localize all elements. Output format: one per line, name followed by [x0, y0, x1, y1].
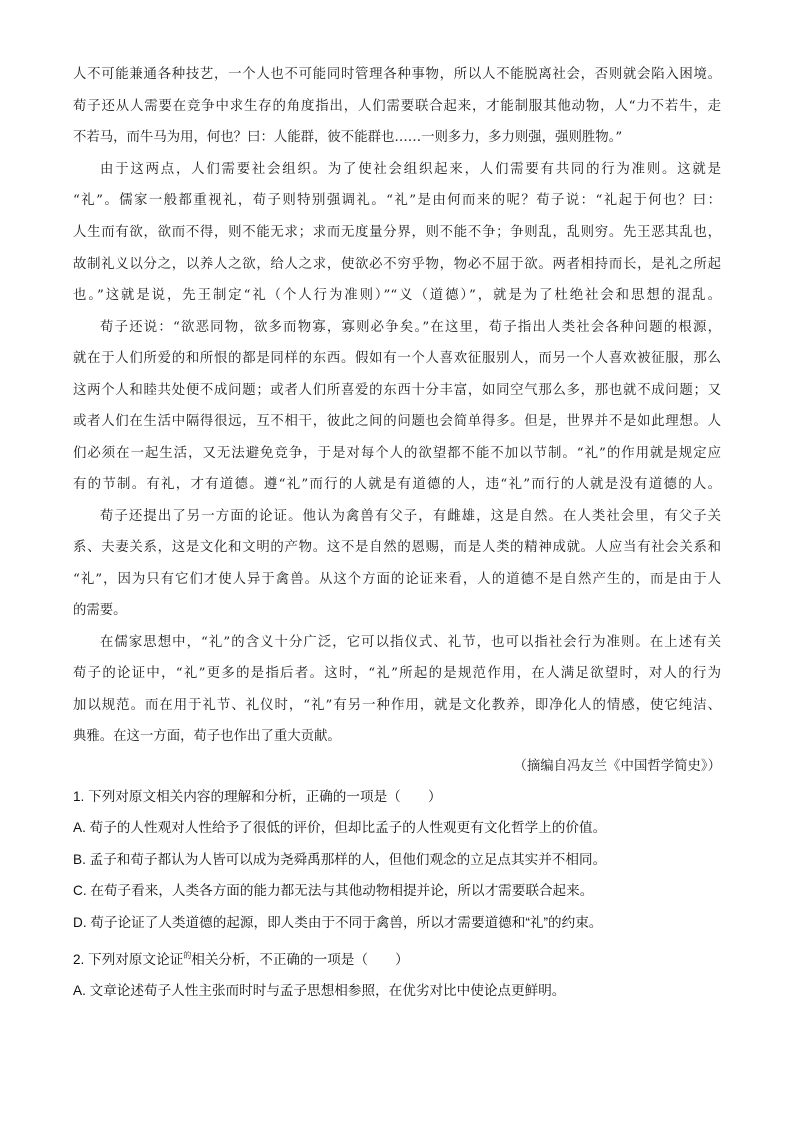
passage-line: 们必须在一起生活，又无法避免竞争，于是对每个人的欲望都不能不加以节制。“礼”的作用就是规定应: [73, 446, 721, 461]
option-b: B. 孟子和荀子都认为人皆可以成为尧舜禹那样的人，但他们观念的立足点其实并不相同。: [73, 852, 607, 867]
passage-line: “礼”。儒家一般都重视礼，荀子则特别强调礼。“礼”是由何而来的呢？荀子说：“礼起于何也？曰：: [73, 193, 721, 208]
passage-line: 荀子的论证中，“礼”更多的是指后者。这时，“礼”所起的是规范作用，在人满足欲望时，对人的行为: [73, 666, 721, 681]
source-citation: （摘编自冯友兰《中国哲学简史》）: [513, 759, 721, 774]
passage-line: 系、夫妻关系，这是文化和文明的产物。这不是自然的恩赐，而是人类的精神成就。人应当有社会关系和: [73, 540, 721, 555]
stem-part: 2. 下列对原文论证: [73, 952, 184, 967]
passage-line: 人不可能兼通各种技艺，一个人也不可能同时管理各种事物，所以人不能脱离社会，否则就会陷入困境。: [73, 67, 721, 82]
passage-line: 就在于人们所爱的和所恨的都是同样的东西。假如有一个人喜欢征服别人，而另一个人喜欢被征服，那么: [73, 351, 721, 366]
option-c: C. 在荀子看来，人类各方面的能力都无法与其他动物相提并论，所以才需要联合起来。: [73, 883, 594, 898]
passage-line: “礼”，因为只有它们才使人异于禽兽。从这个方面的论证来看，人的道德不是自然产生的，而是由于人: [73, 572, 721, 587]
option-d: D. 荀子论证了人类道德的起源，即人类由于不同于禽兽，所以才需要道德和“礼”的约束。: [73, 915, 603, 930]
passage-line: 荀子还说：“欲恶同物，欲多而物寡，寡则必争矣。”在这里，荀子指出人类社会各种问题的根源，: [100, 320, 721, 335]
passage-line: 人生而有欲，欲而不得，则不能无求；求而无度量分界，则不能不争；争则乱，乱则穷。先王恶其乱也，: [73, 225, 721, 240]
passage-line: 这两个人和睦共处便不成问题；或者人们所喜爱的东西十分丰富，如同空气那么多，那也就不成问题；又: [73, 383, 721, 398]
passage-line: 典雅。在这一方面，荀子也作出了重大贡献。: [73, 729, 341, 744]
passage-line: 的需要。: [73, 603, 127, 618]
question-stem: [73, 946, 733, 966]
question-stem: 1. 下列对原文相关内容的理解和分析，正确的一项是（ ）: [73, 789, 442, 804]
passage-line: 有的节制。有礼，才有道德。遵“礼”而行的人就是有道德的人，违“礼”而行的人就是没有道德的人。: [73, 477, 721, 492]
passage-line: 由于这两点，人们需要社会组织。为了使社会组织起来，人们需要有共同的行为准则。这就是: [100, 162, 721, 177]
option-a: A. 荀子的人性观对人性给予了很低的评价，但却比孟子的人性观更有文化哲学上的价值。: [73, 820, 607, 835]
passage-line: 在儒家思想中，“礼”的含义十分广泛，它可以指仪式、礼节，也可以指社会行为准则。在上述有关: [100, 635, 721, 650]
passage-line: 故制礼义以分之，以养人之欲，给人之求，使欲必不穷乎物，物必不屈于欲。两者相持而长，是礼之所起: [73, 257, 721, 272]
passage-line: 加以规范。而在用于礼节、礼仪时，“礼”有另一种作用，就是文化教养，即净化人的情感，使它纯洁、: [73, 698, 721, 713]
option-a: A. 文章论述荀子人性主张而时时与孟子思想相参照，在优劣对比中使论点更鲜明。: [73, 983, 566, 998]
passage-line: 荀子还从人需要在竞争中求生存的角度指出，人们需要联合起来，才能制服其他动物，人“力不若牛，走: [73, 99, 721, 114]
passage-line: 或者人们在生活中隔得很远，互不相干，彼此之间的问题也会简单得多。但是，世界并不是如此理想。人: [73, 414, 721, 429]
passage-line: 也。”这就是说，先王制定“礼（个人行为准则）”“义（道德）”，就是为了杜绝社会和思想的混乱。: [73, 288, 721, 303]
stem-superscript: 的: [183, 951, 192, 960]
passage-line: 荀子还提出了另一方面的论证。他认为禽兽有父子，有雌雄，这是自然。在人类社会里，有父子关: [100, 509, 721, 524]
stem-part: 相关分析，不正确的一项是（ ）: [191, 952, 409, 967]
passage-line: 不若马，而牛马为用，何也？曰：人能群，彼不能群也……一则多力，多力则强，强则胜物。”: [73, 130, 623, 145]
